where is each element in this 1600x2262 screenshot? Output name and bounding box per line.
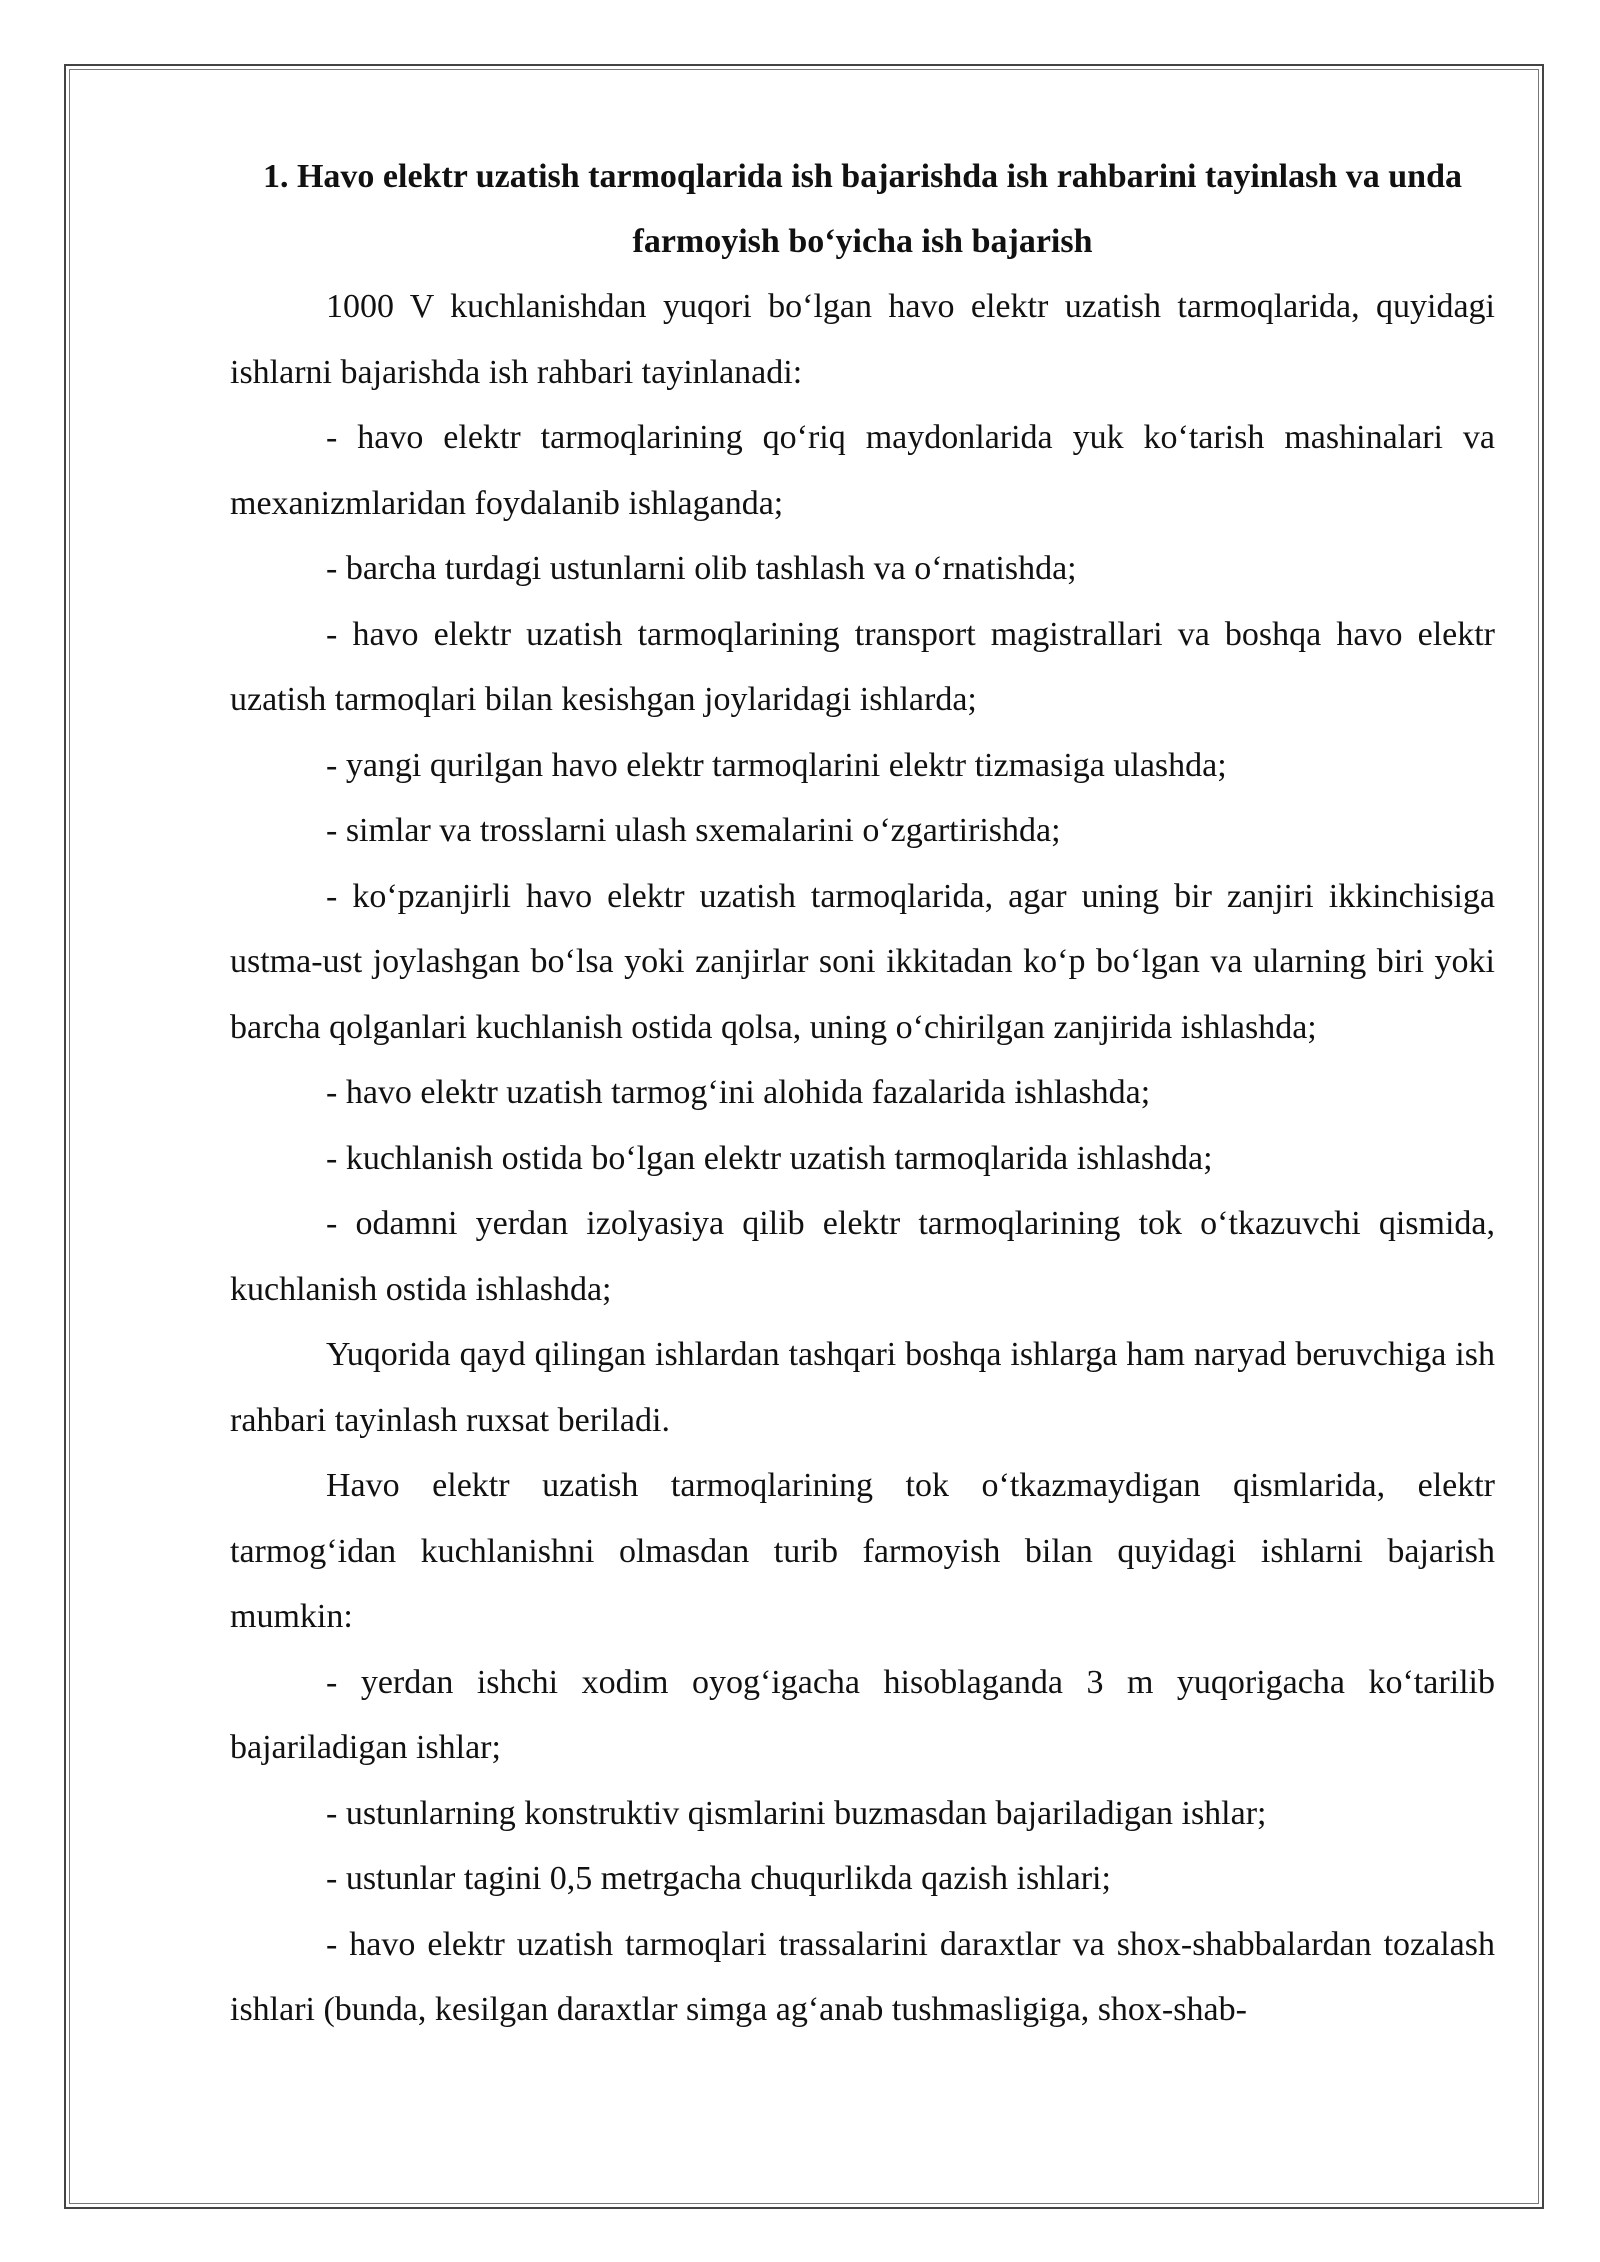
paragraph: 1000 V kuchlanishdan yuqori bo‘lgan havo elektr uzatish tarmoqlarida, quyidagi ishlarni bajarishda ish rahbari tayinlanadi: bbox=[230, 288, 1495, 391]
list-item: - ustunlar tagini 0,5 metrgacha chuqurlikda qazish ishlari; bbox=[326, 1860, 1111, 1897]
paragraph: Havo elektr uzatish tarmoqlarining tok o‘tkazmaydigan qismlarida, elektr tarmog‘idan kuchlanishni olmasdan turib farmoyish bilan quyidagi ishlarni bajarish mumkin: bbox=[230, 1467, 1495, 1635]
list-item: - ko‘pzanjirli havo elektr uzatish tarmoqlarida, agar uning bir zanjiri ikkinchisiga ustma-ust joylashgan bo‘lsa yoki zanjirlar soni ikkitadan ko‘p bo‘lgan va ularning biri yoki barcha qolganlari kuchlanish ostida qolsa, uning o‘chirilgan zanjirida ishlashda; bbox=[230, 877, 1495, 1046]
list-item: - havo elektr uzatish tarmoqlari trassalarini daraxtlar va shox-shabbalardan tozalash ishlari (bunda, kesilgan daraxtlar simga ag‘anab tushmasligiga, shox-shab- bbox=[230, 1925, 1495, 2028]
list-item: - havo elektr uzatish tarmoqlarining transport magistrallari va boshqa havo elektr uzatish tarmoqlari bilan kesishgan joylaridagi ishlarda; bbox=[230, 615, 1495, 718]
list-item: - havo elektr tarmoqlarining qo‘riq maydonlarida yuk ko‘tarish mashinalari va mexanizmlaridan foydalanib ishlaganda; bbox=[230, 419, 1495, 522]
document-body bbox=[230, 144, 1495, 2043]
list-item: - barcha turdagi ustunlarni olib tashlash va o‘rnatishda; bbox=[326, 550, 1077, 587]
list-item: - kuchlanish ostida bo‘lgan elektr uzatish tarmoqlarida ishlashda; bbox=[326, 1139, 1213, 1177]
paragraph: Yuqorida qayd qilingan ishlardan tashqari boshqa ishlarga ham naryad beruvchiga ish rahbari tayinlash ruxsat beriladi. bbox=[230, 1336, 1495, 1439]
list-item: - odamni yerdan izolyasiya qilib elektr tarmoqlarining tok o‘tkazuvchi qismida, kuchlanish ostida ishlashda; bbox=[230, 1205, 1495, 1308]
list-item: - yangi qurilgan havo elektr tarmoqlarini elektr tizmasiga ulashda; bbox=[326, 746, 1227, 784]
list-item: - yerdan ishchi xodim oyog‘igacha hisoblaganda 3 m yuqorigacha ko‘tarilib bajariladigan ishlar; bbox=[230, 1663, 1495, 1766]
list-item: - simlar va trosslarni ulash sxemalarini o‘zgartirishda; bbox=[326, 812, 1061, 849]
list-item: - ustunlarning konstruktiv qismlarini buzmasdan bajariladigan ishlar; bbox=[326, 1794, 1267, 1832]
document-title: 1. Havo elektr uzatish tarmoqlarida ish bajarishda ish rahbarini tayinlash va unda farmoyish bo‘yicha ish bajarish bbox=[262, 158, 1462, 260]
list-item: - havo elektr uzatish tarmog‘ini alohida fazalarida ishlashda; bbox=[326, 1074, 1151, 1111]
